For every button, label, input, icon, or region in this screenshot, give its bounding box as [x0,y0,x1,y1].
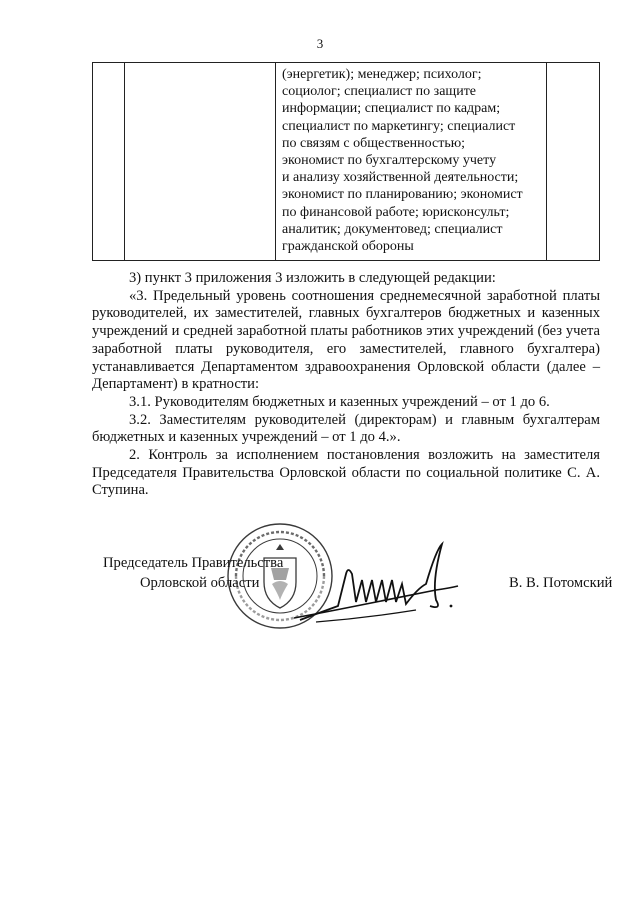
table-cell-category [125,63,276,261]
positions-line: гражданской обороны [282,239,414,255]
positions-table [92,62,600,261]
positions-line: по связям с общественностью; [282,135,466,151]
paragraph-salary-ratio: «3. Предельный уровень соотношения среднемесячной заработной платы руководителей, их заместителей, главных бухгалтеров бюджетных и казенных учреждений и средней заработной платы работников этих учреждений (без учета заработной платы руководителя, его заместителей, главного бухгалтера) устанавливается Департаментом здравоохранения Орловской области (далее – Департамент) в кратности: [92,287,600,393]
paragraph-item-3-1: 3.1. Руководителям бюджетных и казенных учреждений – от 1 до 6. [129,393,550,410]
handwritten-signature [286,540,466,630]
paragraph-amendment-intro: 3) пункт 3 приложения 3 изложить в следующей редакции: [129,270,496,286]
signatory-title: Председатель Правительства [103,555,284,571]
positions-line: и анализу хозяйственной деятельности; [282,170,519,186]
table-cell-number [93,63,125,261]
paragraph-item-3-2: 3.2. Заместителям руководителей (директорам) и главным бухгалтерам бюджетных и казенных учреждений – от 1 до 4.». [92,411,600,446]
document-body [92,270,600,500]
positions-list [276,63,546,258]
positions-line: социолог; специалист по защите [282,84,477,100]
signatory-region: Орловской области [140,575,260,591]
table-row [93,63,600,261]
table-cell-empty [547,63,600,261]
positions-line: (энергетик); менеджер; психолог; [282,67,482,82]
positions-line: информации; специалист по кадрам; [282,101,501,117]
positions-line: экономист по бухгалтерскому учету [282,153,497,169]
table-cell-positions [276,63,547,261]
signatory-name: В. В. Потомский [509,575,613,591]
positions-line: экономист по планированию; экономист [282,187,523,203]
page-number: 3 [316,36,324,51]
positions-line: специалист по маркетингу; специалист [282,118,516,134]
positions-line: аналитик; документовед; специалист [282,221,503,237]
signature-block [0,530,640,640]
positions-line: по финансовой работе; юрисконсульт; [282,204,510,220]
paragraph-control: 2. Контроль за исполнением постановления возложить на заместителя Председателя Правительства Орловской области по социальной политике С. А. Ступина. [92,447,600,499]
